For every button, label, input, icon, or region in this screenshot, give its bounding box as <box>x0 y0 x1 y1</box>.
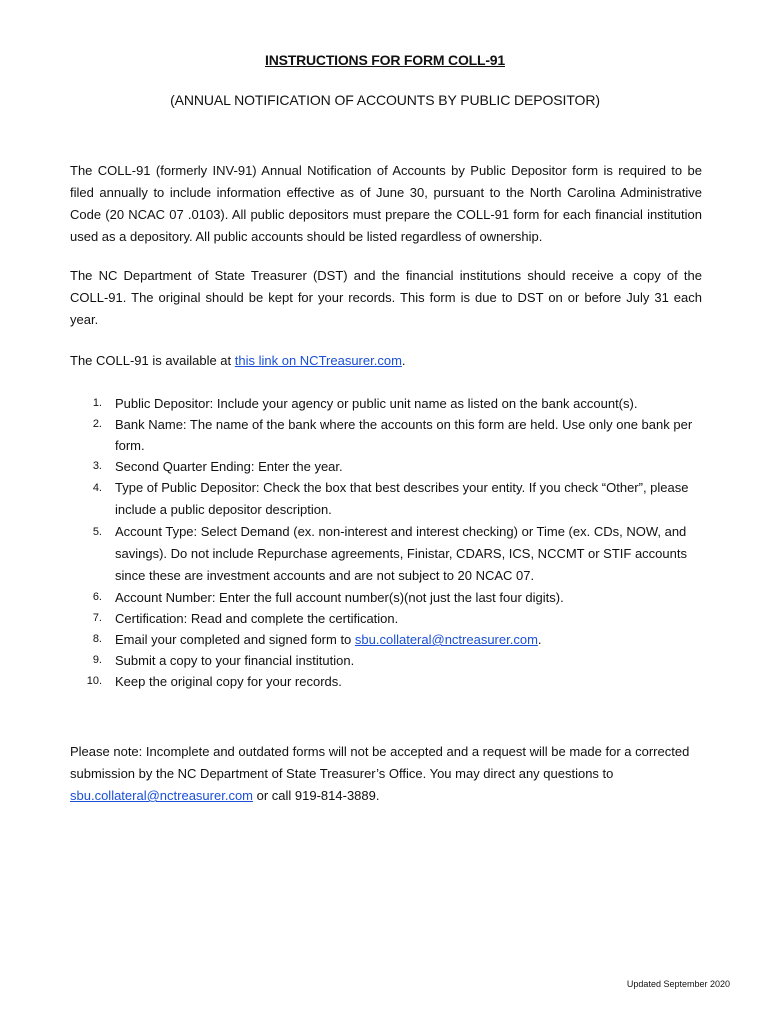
item-text: Certification: Read and complete the certification. <box>115 611 399 626</box>
list-item <box>70 393 710 414</box>
item-number: 6. <box>92 591 102 603</box>
list-item <box>70 608 710 629</box>
item-suffix: . <box>537 632 542 647</box>
list-item <box>70 650 710 671</box>
availability-prefix: The COLL-91 is available at <box>70 353 235 368</box>
item-text: Bank Name: The name of the bank where the accounts on this form are held. Use only one bank per form. <box>115 417 693 453</box>
item-prefix: Email your completed and signed form to <box>115 632 355 647</box>
intro-paragraph-1: The COLL-91 (formerly INV-91) Annual Notification of Accounts by Public Depositor form is required to be filed annually to include information effective as of June 30, pursuant to the North Carolina Administrative Code (20 NCAC 07 .0103). All public depositors must prepare the COLL-91 form for each financial institution used as a depository. All public accounts should be listed regardless of ownership. <box>70 163 702 244</box>
instructions-list <box>70 393 710 692</box>
item-number: 8. <box>92 633 102 645</box>
item-number: 1. <box>92 397 102 409</box>
item-number: 3. <box>92 460 102 472</box>
page-title: INSTRUCTIONS FOR FORM COLL-91 <box>265 52 505 68</box>
item-number: 4. <box>92 482 102 494</box>
item-number: 7. <box>92 612 102 624</box>
item-number: 10. <box>86 675 102 687</box>
list-item <box>70 456 710 477</box>
list-item <box>70 521 710 587</box>
item-number: 9. <box>92 654 102 666</box>
nctreasurer-link[interactable]: this link on NCTreasurer.com <box>234 353 402 368</box>
item-text: Account Type: Select Demand (ex. non-interest and interest checking) or Time (ex. CDs, NOW, and savings). Do not include Repurchase agreements, Finistar, CDARS, ICS, NCCMT or STIF accounts since these are investment accounts and are not subject to 20 NCAC 07. <box>115 524 687 583</box>
item-text: Type of Public Depositor: Check the box that best describes your entity. If you check “Other”, please include a public depositor description. <box>115 480 689 517</box>
note-suffix: or call 919-814-3889. <box>253 788 380 803</box>
item-text: Second Quarter Ending: Enter the year. <box>115 459 343 474</box>
page-subtitle: (ANNUAL NOTIFICATION OF ACCOUNTS BY PUBLIC DEPOSITOR) <box>170 92 600 108</box>
item-number: 2. <box>92 418 102 430</box>
item-number: 5. <box>92 526 102 538</box>
item-text: Public Depositor: Include your agency or public unit name as listed on the bank account(s). <box>115 396 638 411</box>
item-text: Keep the original copy for your records. <box>115 674 342 689</box>
intro-paragraph-2: The NC Department of State Treasurer (DST) and the financial institutions should receive a copy of the COLL-91. The original should be kept for your records. This form is due to DST on or before July 31 each year. <box>70 268 702 327</box>
availability-paragraph <box>70 350 702 372</box>
item-text: Submit a copy to your financial institution. <box>115 653 355 668</box>
note-email-link[interactable]: sbu.collateral@nctreasurer.com <box>70 788 253 803</box>
list-item <box>70 629 710 650</box>
list-item <box>70 587 710 608</box>
item-text: Account Number: Enter the full account number(s)(not just the last four digits). <box>115 590 564 605</box>
please-note-paragraph <box>70 741 702 807</box>
list-item <box>70 671 710 692</box>
list-item <box>70 414 710 456</box>
list-item <box>70 477 710 521</box>
note-prefix: Please note: Incomplete and outdated forms will not be accepted and a request will be made for a corrected submission by the NC Department of State Treasurer’s Office. You may direct any questions to <box>70 744 690 781</box>
updated-date: Updated September 2020 <box>626 979 730 989</box>
availability-suffix: . <box>401 353 406 368</box>
email-link[interactable]: sbu.collateral@nctreasurer.com <box>354 632 538 647</box>
